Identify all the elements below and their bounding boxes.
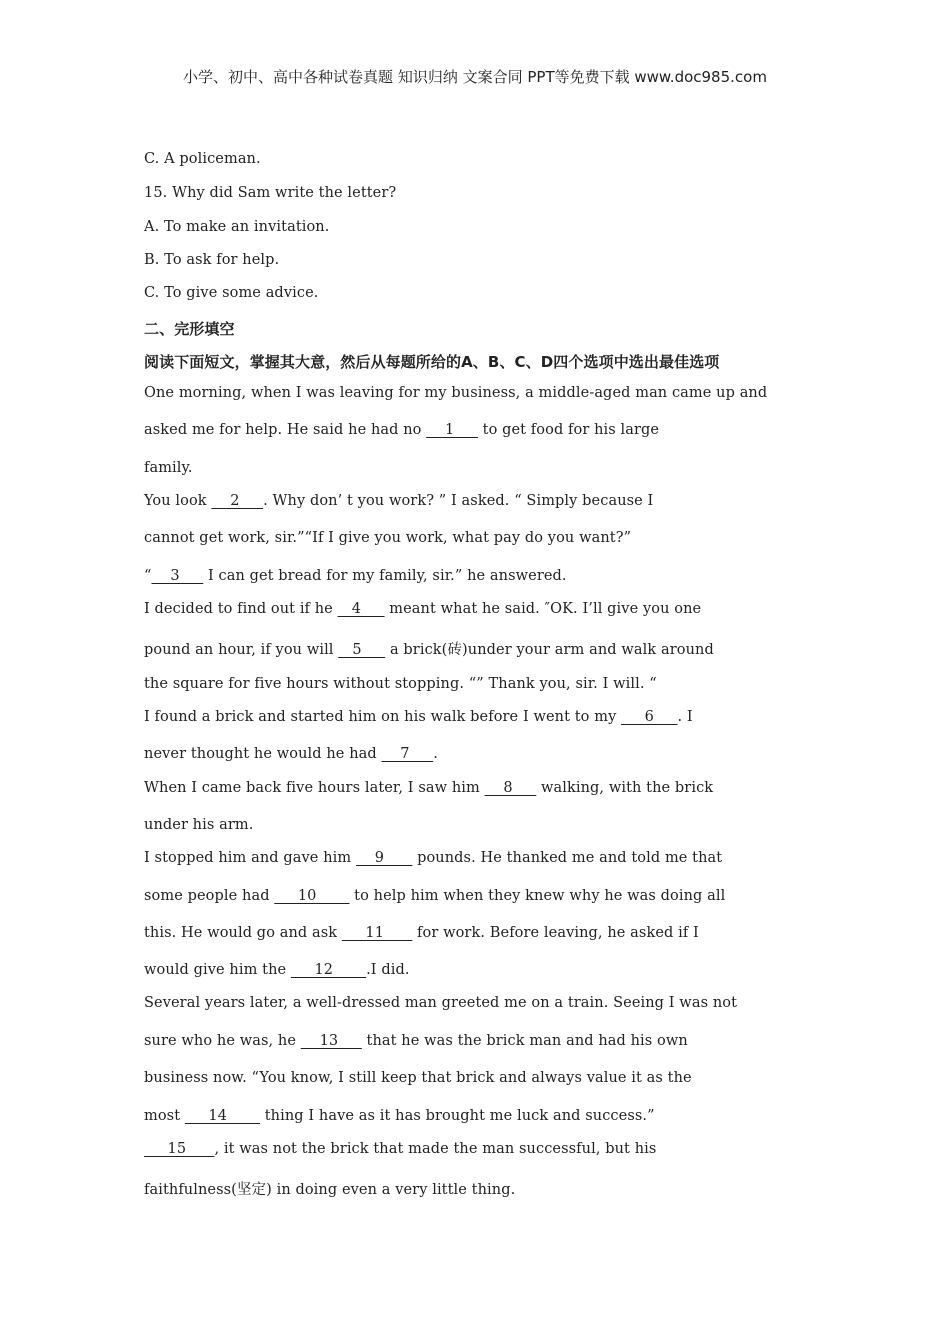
passage-text: , it was not the brick that made the man successful, but his — [214, 1141, 657, 1157]
passage-line — [144, 1141, 656, 1157]
blank-11: 11 — [341, 925, 413, 941]
passage-text: this. He would go and ask — [144, 925, 342, 941]
passage-line: the square for five hours without stopping. “” Thank you, sir. I will. “ — [144, 676, 657, 692]
passage-text: I decided to find out if he — [144, 601, 338, 617]
passage-line — [144, 780, 713, 796]
blank-10: 10 — [274, 888, 350, 904]
blank-9: 9 — [355, 850, 413, 866]
passage-text: .I did. — [366, 962, 410, 978]
passage-line — [144, 850, 722, 866]
passage-text: to get food for his large — [477, 422, 660, 438]
passage-line — [144, 962, 410, 978]
question-15-option-a: A. To make an invitation. — [144, 219, 330, 235]
passage-line — [144, 746, 438, 762]
passage-line: business now. “You know, I still keep that brick and always value it as the — [144, 1070, 692, 1086]
passage-text: pounds. He thanked me and told me that — [412, 850, 723, 866]
section-instruction: 阅读下面短文，掌握其大意，然后从每题所给的A、B、C、D四个选项中选出最佳选项 — [144, 353, 720, 371]
passage-line — [144, 638, 714, 659]
passage-line — [144, 422, 659, 438]
passage-text: for work. Before leaving, he asked if I — [412, 925, 699, 941]
passage-line: faithfulness(坚定) in doing even a very little thing. — [144, 1182, 516, 1198]
blank-1: 1 — [426, 422, 478, 438]
passage-line — [144, 568, 567, 584]
passage-text: to help him when they knew why he was doing all — [349, 888, 726, 904]
passage-line — [144, 493, 653, 509]
passage-text: I stopped him and gave him — [144, 850, 356, 866]
passage-text: walking, with the brick — [536, 780, 714, 796]
passage-text: When I came back five hours later, I saw him — [144, 780, 485, 796]
passage-text: “ — [144, 568, 152, 584]
blank-7: 7 — [381, 746, 434, 762]
passage-text: pound an hour, if you will — [144, 642, 339, 658]
blank-2: 2 — [211, 493, 264, 509]
passage-line — [144, 601, 701, 617]
passage-text: thing I have as it has brought me luck and success.” — [260, 1108, 655, 1124]
passage-line — [144, 1033, 688, 1049]
passage-text: . I — [677, 709, 693, 725]
passage-line: Several years later, a well-dressed man greeted me on a train. Seeing I was not — [144, 995, 738, 1011]
blank-4: 4 — [337, 601, 385, 617]
passage-line: under his arm. — [144, 817, 254, 833]
passage-text: a brick(砖)under your arm and walk around — [385, 642, 714, 658]
passage-line — [144, 888, 725, 904]
passage-text: most — [144, 1108, 185, 1124]
passage-text: meant what he said. ″OK. I’ll give you one — [384, 601, 702, 617]
page-header-banner: 小学、初中、高中各种试卷真题 知识归纳 文案合同 PPT等免费下载 www.doc985.com — [183, 68, 767, 86]
passage-text: never thought he would he had — [144, 746, 382, 762]
passage-line — [144, 925, 699, 941]
passage-line — [144, 1108, 655, 1124]
passage-text: sure who he was, he — [144, 1033, 301, 1049]
blank-12: 12 — [290, 962, 367, 978]
passage-line: family. — [144, 460, 193, 476]
blank-15: 15 — [144, 1141, 215, 1157]
blank-5: 5 — [338, 642, 386, 658]
passage-line: One morning, when I was leaving for my business, a middle-aged man came up and — [144, 385, 768, 401]
blank-3: 3 — [151, 568, 204, 584]
passage-line — [144, 709, 693, 725]
passage-text: I found a brick and started him on his walk before I went to my — [144, 709, 622, 725]
passage-text: . Why don’ t you work? ” I asked. “ Simply because I — [263, 493, 654, 509]
passage-text: You look — [144, 493, 212, 509]
question-15-option-b: B. To ask for help. — [144, 252, 280, 268]
passage-text: . — [433, 746, 438, 762]
question-15-option-c: C. To give some advice. — [144, 285, 319, 301]
blank-13: 13 — [300, 1033, 362, 1049]
passage-text: asked me for help. He said he had no — [144, 422, 427, 438]
question-15: 15. Why did Sam write the letter? — [144, 185, 397, 201]
blank-6: 6 — [621, 709, 678, 725]
blank-14: 14 — [184, 1108, 261, 1124]
blank-8: 8 — [484, 780, 537, 796]
passage-line: cannot get work, sir.”“If I give you work, what pay do you want?” — [144, 530, 632, 546]
section-title: 二、完形填空 — [144, 320, 235, 338]
passage-text: I can get bread for my family, sir.” he answered. — [203, 568, 567, 584]
passage-text: some people had — [144, 888, 275, 904]
passage-text: that he was the brick man and had his own — [361, 1033, 688, 1049]
passage-text: would give him the — [144, 962, 291, 978]
option-c-previous: C. A policeman. — [144, 151, 261, 167]
